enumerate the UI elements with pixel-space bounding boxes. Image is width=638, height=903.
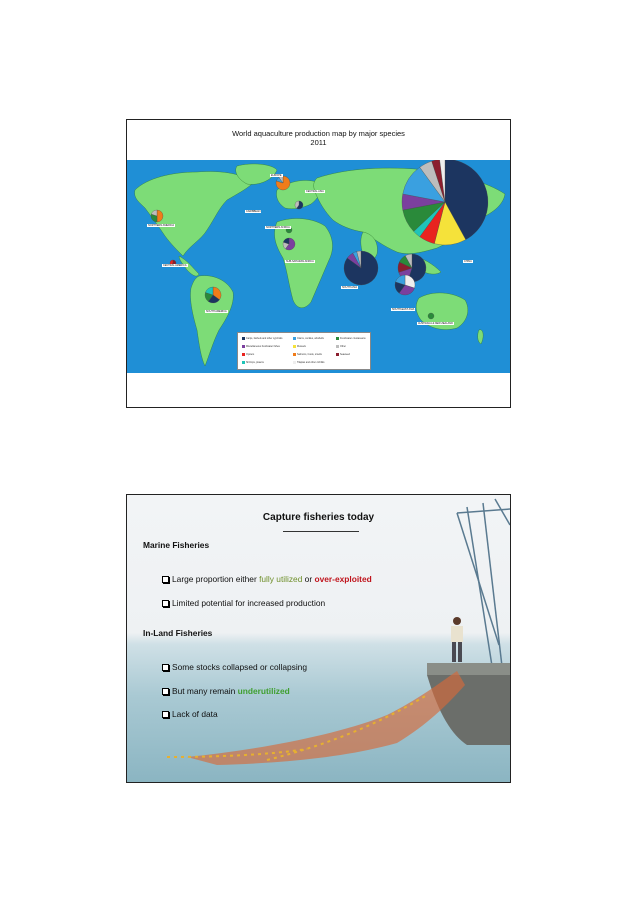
- legend-label: Miscellaneous freshwater fishes: [246, 345, 280, 348]
- legend-item: [293, 337, 324, 340]
- inland-fisheries-heading: In-Land Fisheries: [143, 628, 213, 638]
- legend-label: Carps, barbels and other cyprinids: [246, 337, 283, 340]
- label-central-america: CENTRAL AMERICA: [163, 264, 187, 267]
- label-north-america: NORTHERN AMERICA: [148, 224, 175, 227]
- over-exploited-text: over-exploited: [314, 574, 372, 584]
- legend-label: Clams, cockles, arkshells: [297, 337, 324, 340]
- legend-label: Mussels: [297, 345, 306, 348]
- legend-item: [242, 353, 254, 356]
- legend-item: [242, 345, 280, 348]
- label-subsaharan-africa: SUB-SAHARAN AFRICA: [286, 260, 314, 263]
- legend-swatch: [336, 337, 339, 340]
- pie-slice: [428, 313, 434, 319]
- legend-label: Tilapias and other cichlids: [297, 361, 325, 364]
- legend-item: [293, 361, 324, 364]
- checkbox-bullet-icon: [162, 711, 169, 718]
- world-map: [127, 160, 510, 373]
- legend-label: Seaweed: [340, 353, 350, 356]
- legend-swatch: [242, 337, 245, 340]
- map-legend: [237, 332, 371, 370]
- label-south-asia: SOUTH ASIA: [342, 286, 358, 289]
- map-subtitle: 2011: [310, 138, 327, 147]
- fully-utilized-text: fully utilized: [259, 574, 303, 584]
- legend-label: Other: [340, 345, 346, 348]
- legend-item: [336, 345, 346, 348]
- africa-shape: [275, 219, 333, 308]
- legend-swatch: [336, 353, 339, 356]
- title-underline: [283, 531, 359, 532]
- map-title: World aquaculture production map by major species: [232, 129, 405, 138]
- legend-label: Oysters: [246, 353, 255, 356]
- label-central-asia: CENTRAL ASIA: [306, 190, 324, 193]
- legend-item: [293, 353, 322, 356]
- legend-swatch: [242, 353, 245, 356]
- legend-item: [293, 345, 306, 348]
- legend-swatch: [242, 345, 245, 348]
- legend-item: [336, 337, 366, 340]
- legend-item: [242, 361, 264, 364]
- legend-swatch: [336, 345, 339, 348]
- legend-swatch: [293, 353, 296, 356]
- legend-item: [242, 337, 282, 340]
- legend-swatch: [293, 345, 296, 348]
- inland-bullet-2: But many remain underutilized: [162, 686, 290, 696]
- label-south-america: SOUTH AMERICA: [206, 310, 227, 313]
- slide-capture-fisheries: [126, 494, 511, 783]
- legend-swatch: [293, 361, 296, 364]
- label-northern-africa: NORTHERN AFRICA: [266, 226, 290, 229]
- label-china: CHINA: [464, 260, 472, 263]
- checkbox-bullet-icon: [162, 600, 169, 607]
- photo-graphic: [127, 495, 510, 782]
- legend-label: Salmons, trouts, smelts: [297, 353, 322, 356]
- label-caribbean: CARIBBEAN: [246, 210, 261, 213]
- checkbox-bullet-icon: [162, 688, 169, 695]
- inland-bullet-3: Lack of data: [162, 709, 218, 719]
- slide-title: Capture fisheries today: [262, 512, 375, 523]
- label-australia: AUSTRALIA & NEW ZEALAND: [418, 322, 453, 325]
- inland-bullet-1: Some stocks collapsed or collapsing: [162, 662, 307, 672]
- checkbox-bullet-icon: [162, 576, 169, 583]
- legend-item: [336, 353, 350, 356]
- legend-label: Shrimps, prawns: [246, 361, 264, 364]
- legend-swatch: [293, 337, 296, 340]
- map-title-block: [127, 129, 510, 147]
- fisherman-figure: [451, 617, 463, 662]
- underutilized-text: underutilized: [237, 686, 290, 696]
- marine-bullet-2: Limited potential for increased production: [162, 598, 325, 608]
- marine-fisheries-heading: Marine Fisheries: [143, 540, 210, 550]
- label-southeast-asia: SOUTH-EAST ASIA: [392, 308, 415, 311]
- marine-bullet-1: Large proportion either fully utilized or over-exploited: [162, 574, 372, 584]
- new-zealand-shape: [478, 330, 483, 344]
- legend-swatch: [242, 361, 245, 364]
- legend-label: Freshwater crustaceans: [340, 337, 366, 340]
- checkbox-bullet-icon: [162, 664, 169, 671]
- fishing-boat-photo: [127, 495, 510, 782]
- slide-aquaculture-map: [126, 119, 511, 408]
- label-europe: EUROPE: [271, 174, 282, 177]
